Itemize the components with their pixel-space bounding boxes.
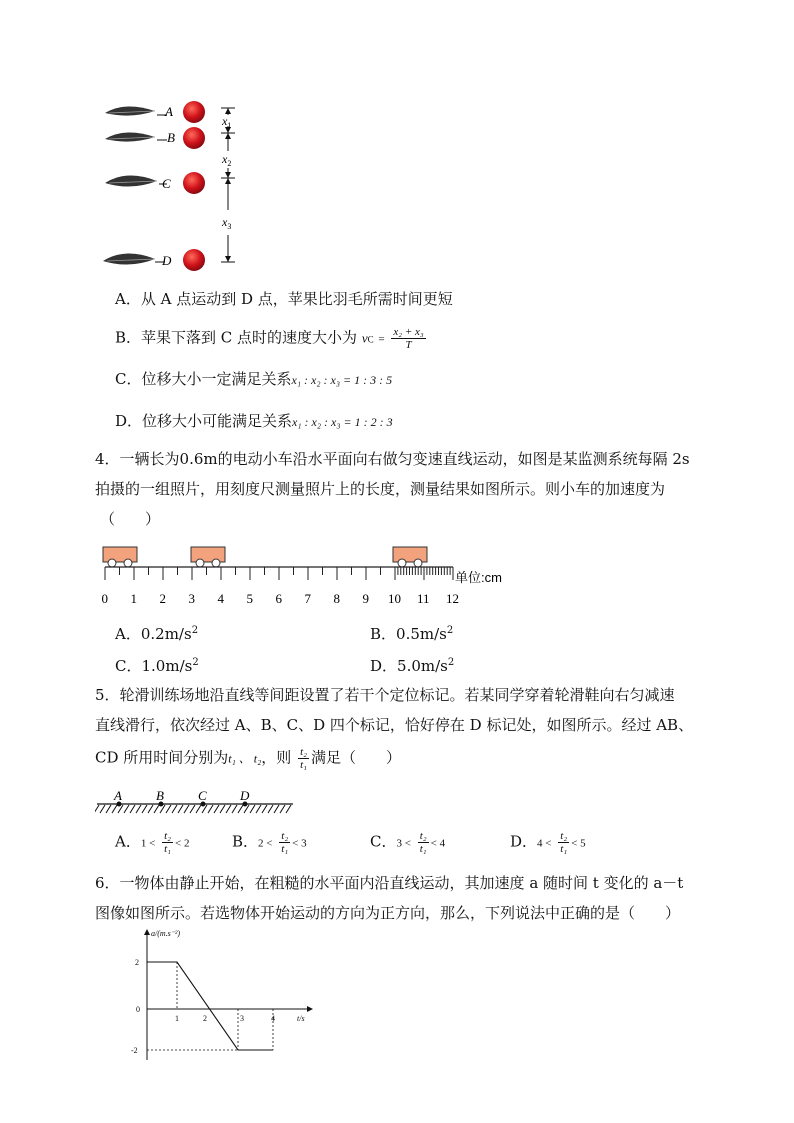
q5-option-b[interactable]: B．2 < $\frac{\text{t₂}}{\text{t₁}}$ < 3 xyxy=(232,830,307,855)
point-label-d: D xyxy=(162,253,172,268)
ruler-number: 6 xyxy=(275,591,282,606)
ruler-figure xyxy=(95,540,525,610)
hatch-line xyxy=(262,805,267,813)
ytick-2: 2 xyxy=(135,958,139,967)
xtick-3: 3 xyxy=(240,1014,244,1023)
dim-x2: $x_2$ xyxy=(222,152,232,168)
hatch-line xyxy=(166,805,171,813)
ruler-number: 0 xyxy=(101,591,108,606)
q4-stem-line3: （ ） xyxy=(100,510,161,528)
hatch-line xyxy=(196,805,201,813)
a-t-graph xyxy=(125,925,325,1065)
xtick-4: 4 xyxy=(271,1014,275,1023)
ruler-number: 12 xyxy=(446,591,459,606)
hatch-line xyxy=(280,805,285,813)
ruler-number: 8 xyxy=(333,591,340,606)
hatch-line xyxy=(178,805,183,813)
hatch-line xyxy=(100,805,105,813)
formula-v: v xyxy=(361,330,368,346)
feather-apple-figure xyxy=(95,95,265,280)
cart-icon xyxy=(103,547,427,567)
mark-label-a: A xyxy=(114,788,122,803)
apple-icon xyxy=(183,101,205,271)
hatch-line xyxy=(208,805,213,813)
dim-x3: $x_3$ xyxy=(222,215,232,231)
ruler-number: 4 xyxy=(217,591,224,606)
hatch-line xyxy=(256,805,261,813)
ruler-unit: 单位:cm xyxy=(455,570,502,585)
ruler-number: 3 xyxy=(188,591,195,606)
q5-option-c[interactable]: C．3 < $\frac{\text{t₂}}{\text{t₁}}$ < 4 xyxy=(370,830,446,855)
mark-label-b: B xyxy=(156,788,164,803)
hatch-line xyxy=(220,805,225,813)
dim-x1: $x_1$ xyxy=(222,114,232,130)
hatch-line xyxy=(148,805,153,813)
hatch-line xyxy=(274,805,279,813)
ytick-neg2: -2 xyxy=(131,1046,138,1055)
hatch-line xyxy=(226,805,231,813)
feather-icon xyxy=(103,106,157,264)
hatch-line xyxy=(130,805,135,813)
point-label-b: B xyxy=(167,130,175,145)
hatch-line xyxy=(172,805,177,813)
q5-stem-line1: 5．轮滑训练场地沿直线等间距设置了若干个定位标记。若某同学穿着轮滑鞋向右匀减速 xyxy=(95,686,675,704)
xtick-1: 1 xyxy=(175,1014,179,1023)
q4-option-b[interactable]: B．$0.5m/s^2$ xyxy=(370,625,454,643)
hatch-line xyxy=(286,805,291,813)
ruler-number: 9 xyxy=(362,591,369,606)
hatch-line xyxy=(184,805,189,813)
hatch-line xyxy=(112,805,117,813)
ruler-number: 11 xyxy=(417,591,430,606)
hatch-line xyxy=(214,805,219,813)
hatch-line xyxy=(142,805,147,813)
hatch-line xyxy=(268,805,273,813)
q3-option-d[interactable]: D．位移大小可能满足关系x₁ : x₂ : x₃ = 1 : 2 : 3 xyxy=(115,412,393,430)
q3-option-c[interactable]: C．位移大小一定满足关系x₁ : x₂ : x₃ = 1 : 3 : 5 xyxy=(115,370,393,388)
point-label-a: A xyxy=(165,104,173,119)
q6-stem-line2: 图像如图所示。若选物体开始运动的方向为正方向，那么，下列说法中正确的是（ ） xyxy=(95,904,681,922)
hatch-line xyxy=(238,805,243,813)
hatch-line xyxy=(136,805,141,813)
ruler-number: 7 xyxy=(304,591,311,606)
ytick-0: 0 xyxy=(136,1005,140,1014)
q3-option-b[interactable]: B．苹果下落到 C 点时的速度大小为 vC = $\frac{\text{x₂ + x₃}}{T}$ xyxy=(115,326,424,351)
q4-stem-line2: 拍摄的一组照片，用刻度尺测量照片上的长度，测量结果如图所示。则小车的加速度为 xyxy=(95,480,666,498)
mark-label-c: C xyxy=(198,788,207,803)
q6-stem-line1: 6．一物体由静止开始，在粗糙的水平面内沿直线运动，其加速度 a 随时间 t 变化的 a－t xyxy=(95,874,684,892)
graph-xlabel: t/s xyxy=(297,1014,305,1023)
hatch-line xyxy=(124,805,129,813)
q4-option-d[interactable]: D．$5.0m/s^2$ xyxy=(370,657,455,675)
q4-option-a[interactable]: A．$0.2m/s^2$ xyxy=(115,625,199,643)
ruler-number: 10 xyxy=(388,591,401,606)
q5-stem-line3: CD 所用时间分别为t₁ 、 t₂，则 $\frac{\text{t₂}}{\text{t₁}}$ 满足（ ） xyxy=(95,746,401,771)
formula-fraction: $\frac{\text{x₂ + x₃}}{T}$ xyxy=(393,326,424,351)
q5-stem-line2: 直线滑行，依次经过 A、B、C、D 四个标记，恰好停在 D 标记处，如图所示。经过 AB、 xyxy=(95,716,694,734)
hatch-line xyxy=(106,805,111,813)
hatch-line xyxy=(154,805,159,813)
ruler-number: 1 xyxy=(130,591,137,606)
q5-option-d[interactable]: D．4 < $\frac{\text{t₂}}{\text{t₁}}$ < 5 xyxy=(510,830,586,855)
point-label-c: C xyxy=(162,176,171,191)
ruler-number: 2 xyxy=(159,591,166,606)
q5-option-a[interactable]: A．1 < $\frac{\text{t₂}}{\text{t₁}}$ < 2 xyxy=(115,830,190,855)
graph-ylabel: a/(m.s⁻²) xyxy=(151,929,181,938)
skating-track-figure xyxy=(95,788,295,816)
hatch-line xyxy=(250,805,255,813)
hatch-line xyxy=(190,805,195,813)
q3-option-a[interactable]: A．从 A 点运动到 D 点，苹果比羽毛所需时间更短 xyxy=(115,290,453,308)
hatch-line xyxy=(232,805,237,813)
q4-stem-line1: 4．一辆长为0.6m的电动小车沿水平面向右做匀变速直线运动，如图是某监测系统每隔 2s xyxy=(95,450,690,468)
hatch-line xyxy=(95,805,99,813)
q4-option-c[interactable]: C．$1.0m/s^2$ xyxy=(115,657,199,675)
ruler-number: 5 xyxy=(246,591,253,606)
xtick-2: 2 xyxy=(203,1014,207,1023)
mark-label-d: D xyxy=(240,788,250,803)
